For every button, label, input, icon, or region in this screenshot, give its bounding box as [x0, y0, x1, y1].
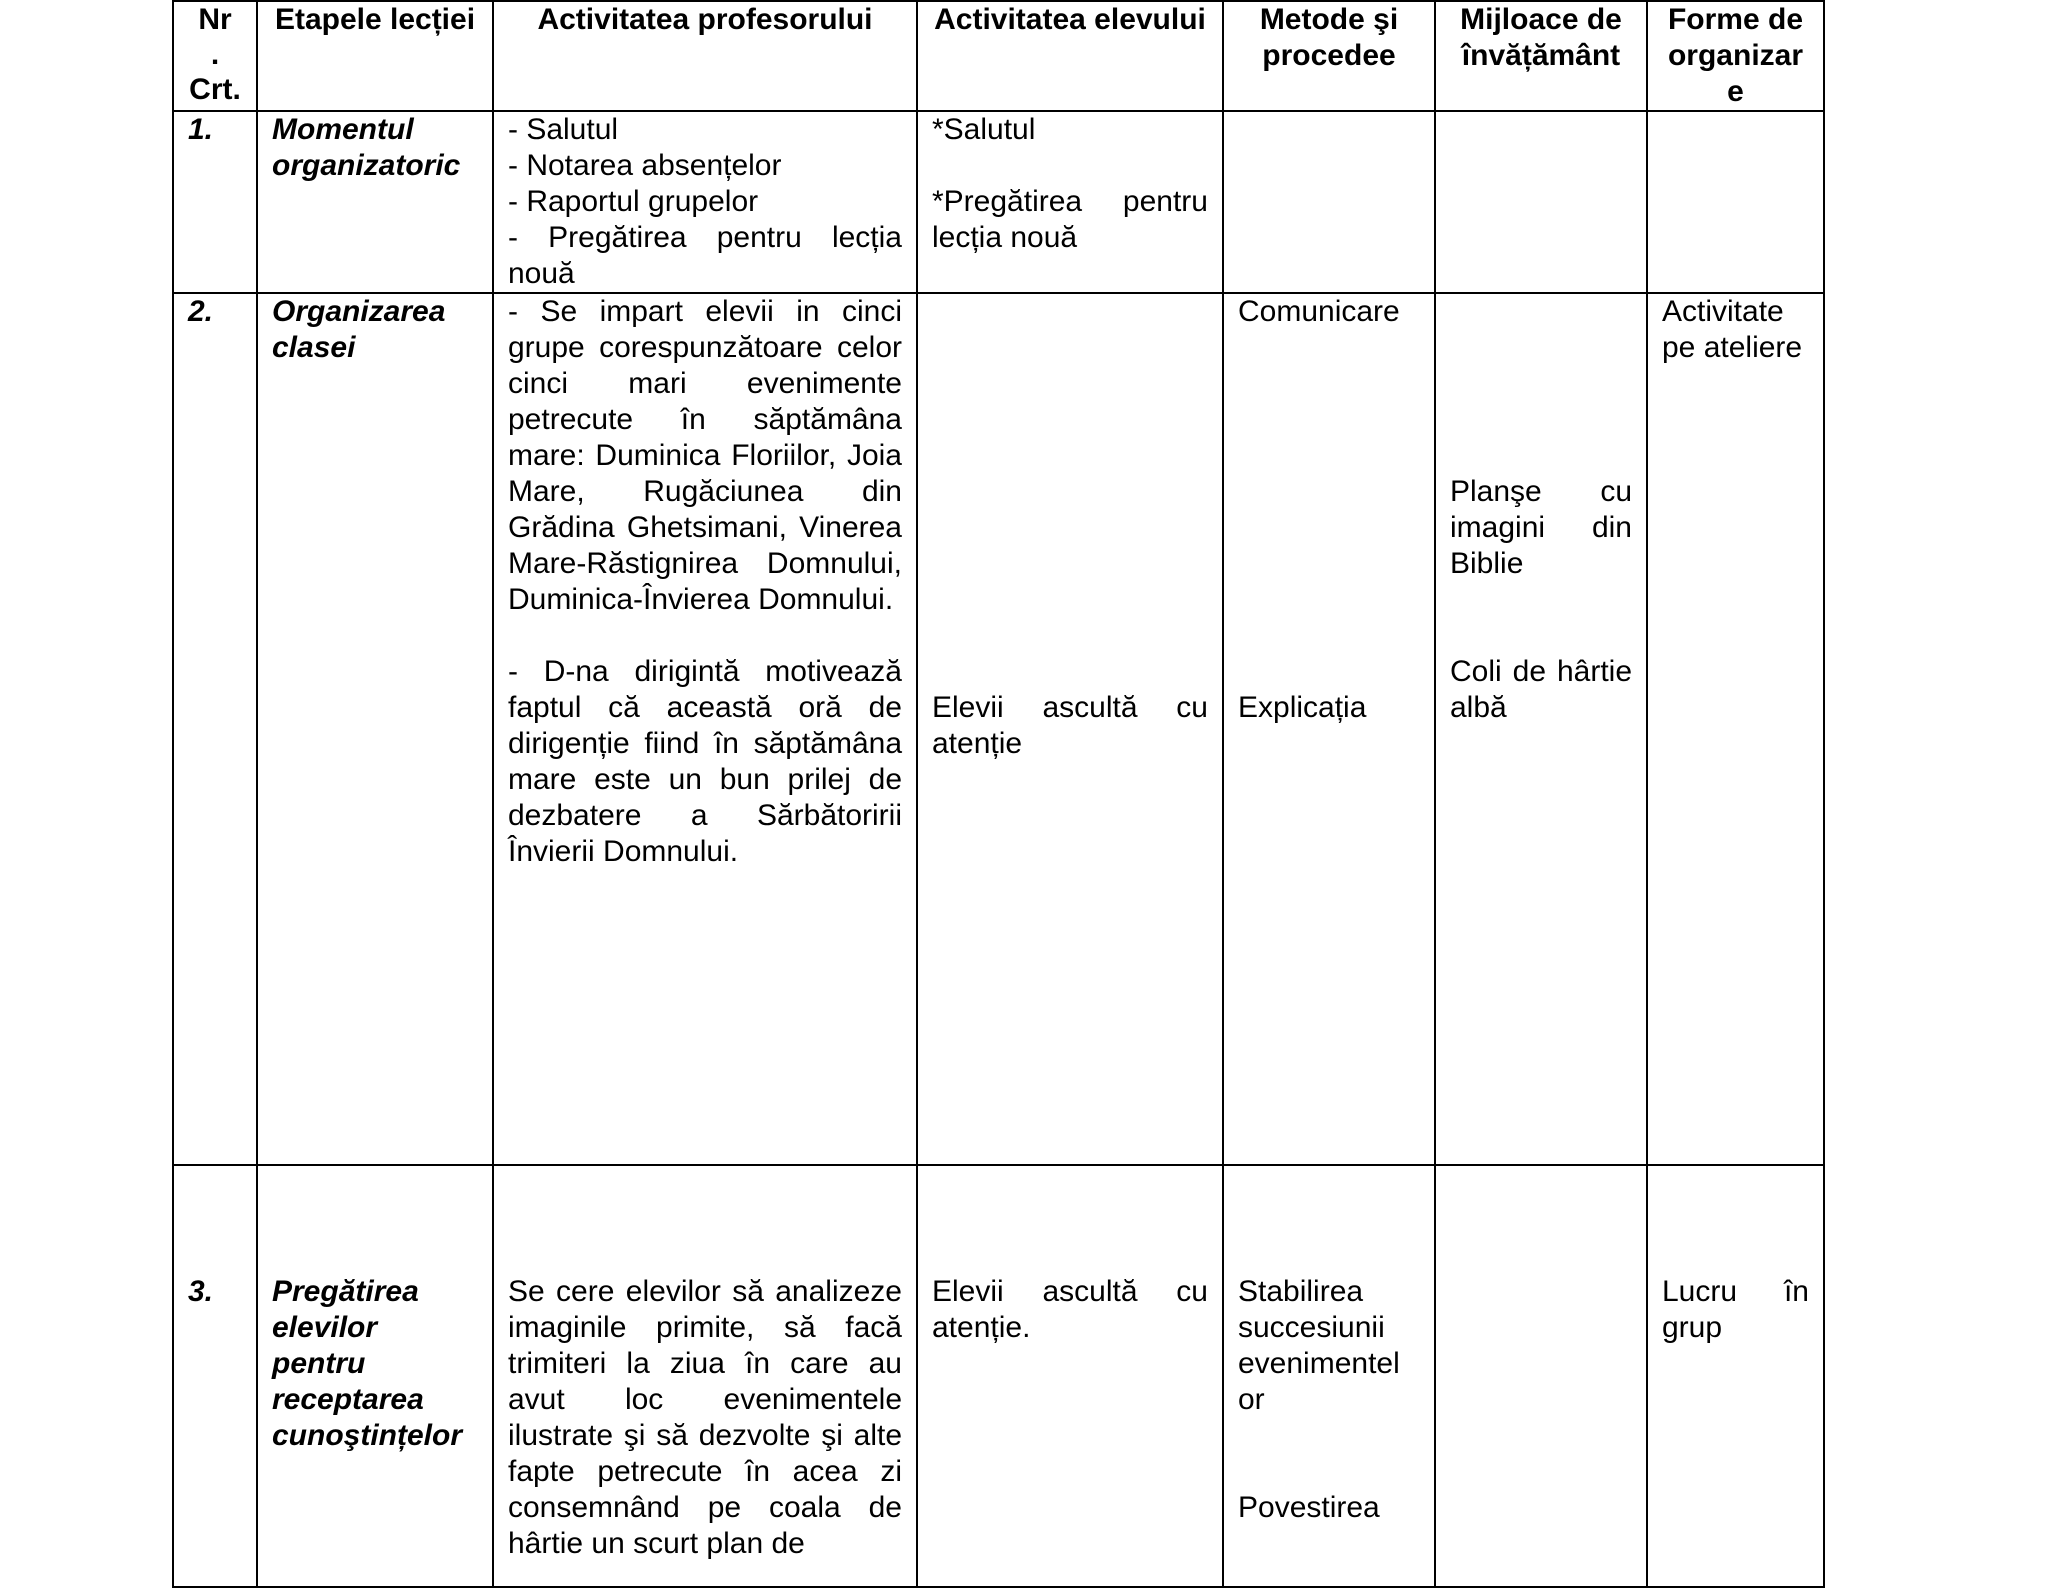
row-teacher-activity	[493, 111, 917, 293]
methods-item: Comunicare	[1238, 295, 1400, 328]
header-teacher-activity: Activitatea profesorului	[493, 1, 917, 111]
header-forms: Forme de organizare	[1647, 1, 1824, 111]
header-methods: Metode şi procedee	[1223, 1, 1435, 111]
teacher-paragraph: Se cere elevilor să analizeze imaginile primite, să facă trimiteri la ziua în care au avut loc evenimentele ilustrate şi să dezvolte şi alte fapte petrecute în acea zi consemnând pe coala de hârtie un scurt plan de	[508, 1275, 902, 1560]
header-means: Mijloace de învățământ	[1435, 1, 1647, 111]
table-header-row	[173, 1, 1824, 111]
methods-item: Explicația	[1238, 691, 1367, 724]
header-nr: Nr . Crt.	[173, 1, 257, 111]
row-number: 3.	[173, 1165, 257, 1587]
row-methods	[1223, 293, 1435, 1165]
row-forms	[1647, 1165, 1824, 1587]
teacher-item: - Pregătirea pentru lecția nouă	[508, 221, 902, 290]
means-item: Planşe cu imagini din Biblie	[1450, 475, 1632, 580]
header-student-activity: Activitatea elevului	[917, 1, 1223, 111]
row-stage: Pregătirea elevilor pentru receptarea cunoştințelor	[257, 1165, 493, 1587]
row-forms	[1647, 293, 1824, 1165]
row-stage: Momentul organizatoric	[257, 111, 493, 293]
row-number: 1.	[173, 111, 257, 293]
teacher-paragraph: - Se impart elevii in cinci grupe corespunzătoare celor cinci mari evenimente petrecute în săptămâna mare: Duminica Floriilor, Joia Mare, Rugăciunea din Grădina Ghetsimani, Vinerea Mare-Răstignirea Domnului, Duminica-Învierea Domnului.	[508, 295, 902, 616]
student-item: *Pregătirea pentru lecția nouă	[932, 185, 1208, 254]
teacher-item: - Raportul grupelor	[508, 185, 759, 218]
methods-item: Povestirea	[1238, 1491, 1380, 1524]
student-item: Elevii ascultă cu atenție.	[932, 1275, 1208, 1344]
row-forms	[1647, 111, 1824, 293]
row-stage: Organizarea clasei	[257, 293, 493, 1165]
row-teacher-activity	[493, 293, 917, 1165]
table-row	[173, 1165, 1824, 1587]
row-student-activity	[917, 1165, 1223, 1587]
header-stage: Etapele lecției	[257, 1, 493, 111]
student-item: Elevii ascultă cu atenție	[932, 691, 1208, 760]
row-number: 2.	[173, 293, 257, 1165]
student-item: *Salutul	[932, 113, 1036, 146]
table-row	[173, 111, 1824, 293]
teacher-item: - Salutul	[508, 113, 619, 146]
row-methods	[1223, 111, 1435, 293]
teacher-item: - Notarea absențelor	[508, 149, 782, 182]
table-row	[173, 293, 1824, 1165]
row-teacher-activity	[493, 1165, 917, 1587]
row-means	[1435, 1165, 1647, 1587]
row-methods	[1223, 1165, 1435, 1587]
methods-item: Stabilirea succesiunii evenimentel or	[1238, 1275, 1400, 1416]
row-means	[1435, 293, 1647, 1165]
teacher-paragraph: - D-na dirigintă motivează faptul că această oră de dirigenție fiind în săptămâna mare este un bun prilej de dezbatere a Sărbătoririi Învierii Domnului.	[508, 655, 902, 868]
forms-item: Lucru în grup	[1662, 1275, 1809, 1344]
row-student-activity	[917, 111, 1223, 293]
lesson-plan-table	[172, 0, 1825, 1588]
means-item: Coli de hârtie albă	[1450, 655, 1632, 724]
row-student-activity	[917, 293, 1223, 1165]
row-means	[1435, 111, 1647, 293]
forms-item: Activitate pe ateliere	[1662, 295, 1803, 364]
